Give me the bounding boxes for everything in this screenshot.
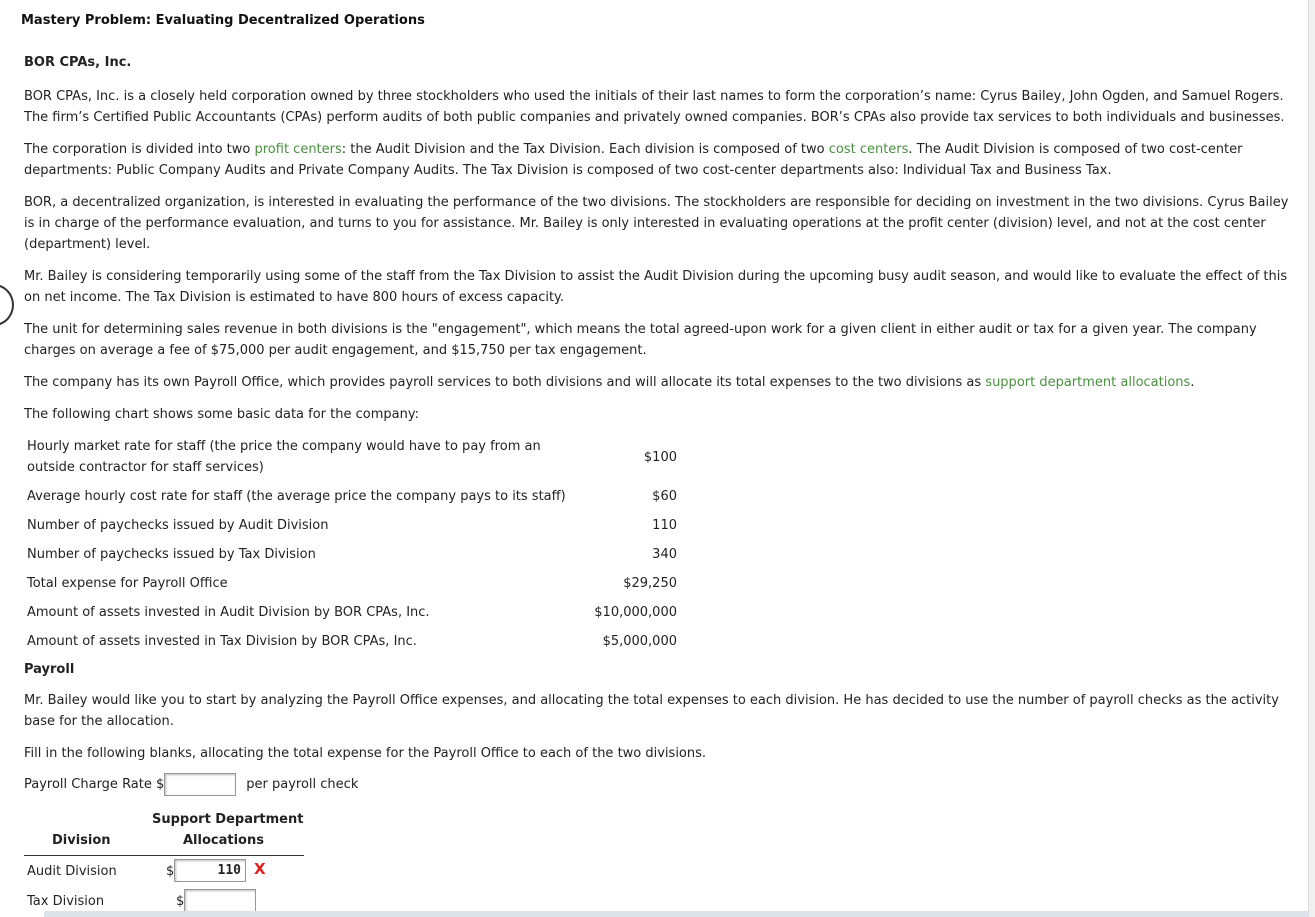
row-value: $5,000,000 xyxy=(602,634,677,649)
profit-centers-link[interactable]: profit centers xyxy=(254,142,342,157)
text-segment: . xyxy=(1190,375,1195,390)
problem-content xyxy=(24,54,1292,916)
table-row xyxy=(24,433,677,483)
row-value: $60 xyxy=(652,489,677,504)
table-row xyxy=(24,541,677,570)
row-value: $10,000,000 xyxy=(594,605,677,620)
row-label: Average hourly cost rate for staff (the average price the company pays to its staff) xyxy=(27,489,566,504)
text-segment: The company has its own Payroll Office, which provides payroll services to both divisions and will allocate its total expenses to the two divisions as xyxy=(24,375,986,390)
row-value: 340 xyxy=(652,547,677,562)
division-label: Audit Division xyxy=(27,864,117,879)
allocation-table xyxy=(24,811,1292,916)
intro-paragraph-7: The following chart shows some basic data for the company: xyxy=(24,407,419,422)
currency-symbol: $ xyxy=(166,864,175,879)
division-label: Tax Division xyxy=(27,894,105,909)
payroll-rate-row xyxy=(24,772,1292,796)
intro-paragraph-5: The unit for determining sales revenue in both divisions is the "engagement", which means the total agreed-upon work for a given client in either audit or tax for a given year. The company charges on average a fee of $75,000 per audit engagement, and $15,750 per tax engagement. xyxy=(24,322,1257,358)
payroll-rate-label: Payroll Charge Rate $ xyxy=(24,776,165,792)
payroll-paragraph-2: Fill in the following blanks, allocating the total expense for the Payroll Office to each of the two divisions. xyxy=(24,746,707,761)
row-label: Hourly market rate for staff (the price the company would have to pay from an outside contractor for staff services) xyxy=(27,439,541,475)
column-header-allocations-line2: Allocations xyxy=(183,833,264,848)
table-row xyxy=(24,483,677,512)
allocation-header xyxy=(24,811,304,856)
intro-paragraph-6 xyxy=(24,372,1292,393)
intro-paragraph-3: BOR, a decentralized organization, is interested in evaluating the performance of the two divisions. The stockholders are responsible for deciding on investment in the two divisions. Cyrus Bailey is in charge of the performance evaluation, and turns to you for assistance. Mr. Bailey is only interested in evaluating operations at the profit center (division) level, and not at the cost center (department) level. xyxy=(24,195,1289,252)
support-department-allocations-link[interactable]: support department allocations xyxy=(985,375,1191,390)
row-value: $29,250 xyxy=(623,576,677,591)
payroll-paragraph-1: Mr. Bailey would like you to start by analyzing the Payroll Office expenses, and allocating the total expenses to each division. He has decided to use the number of payroll checks as the activity base for the allocation. xyxy=(24,693,1279,729)
table-row xyxy=(24,512,677,541)
row-label: Amount of assets invested in Tax Division by BOR CPAs, Inc. xyxy=(27,634,417,649)
tax-allocation-input[interactable] xyxy=(184,889,256,912)
text-segment: . The Audit Division is composed of two cost-center departments: Public Company Audits and Private Company Audits. The Tax Division is composed of two cost-center departments also: Individual Tax and Business Tax. xyxy=(24,142,1243,178)
basic-data-table xyxy=(24,433,677,657)
audit-allocation-input[interactable]: 110 xyxy=(174,859,246,882)
row-label: Number of paychecks issued by Audit Division xyxy=(27,518,329,533)
row-label: Amount of assets invested in Audit Division by BOR CPAs, Inc. xyxy=(27,605,430,620)
text-segment: : the Audit Division and the Tax Division. Each division is composed of two xyxy=(341,142,829,157)
row-value: 110 xyxy=(652,518,677,533)
vertical-scrollbar[interactable] xyxy=(1308,0,1315,917)
row-value: $100 xyxy=(643,449,677,465)
currency-symbol: $ xyxy=(176,894,185,909)
payroll-rate-suffix: per payroll check xyxy=(246,776,359,792)
allocation-row-audit xyxy=(24,856,304,886)
incorrect-mark-icon: X xyxy=(254,860,266,878)
row-label: Number of paychecks issued by Tax Division xyxy=(27,547,316,562)
table-row xyxy=(24,628,677,657)
side-toggle-handle[interactable] xyxy=(0,284,14,326)
payroll-heading: Payroll xyxy=(24,662,75,677)
horizontal-scrollbar[interactable] xyxy=(44,911,1309,917)
table-row xyxy=(24,599,677,628)
intro-paragraph-1: BOR CPAs, Inc. is a closely held corporation owned by three stockholders who used the initials of their last names to form the corporation’s name: Cyrus Bailey, John Ogden, and Samuel Rogers. The firm’s Certified Public Accountants (CPAs) perform audits of both public companies and privately owned companies. BOR’s CPAs also provide tax services to both individuals and businesses. xyxy=(24,89,1285,125)
row-label: Total expense for Payroll Office xyxy=(27,576,228,591)
cost-centers-link[interactable]: cost centers xyxy=(828,142,909,157)
page-title: Mastery Problem: Evaluating Decentralized Operations xyxy=(21,13,425,28)
table-row xyxy=(24,570,677,599)
company-heading: BOR CPAs, Inc. xyxy=(24,55,132,70)
column-header-division: Division xyxy=(52,833,111,848)
text-segment: The corporation is divided into two xyxy=(24,142,255,157)
column-header-allocations-line1: Support Department xyxy=(152,812,304,827)
intro-paragraph-2 xyxy=(24,139,1292,181)
intro-paragraph-4: Mr. Bailey is considering temporarily using some of the staff from the Tax Division to assist the Audit Division during the upcoming busy audit season, and would like to evaluate the effect of this on net income. The Tax Division is estimated to have 800 hours of excess capacity. xyxy=(24,269,1288,305)
payroll-rate-input[interactable] xyxy=(164,773,236,796)
